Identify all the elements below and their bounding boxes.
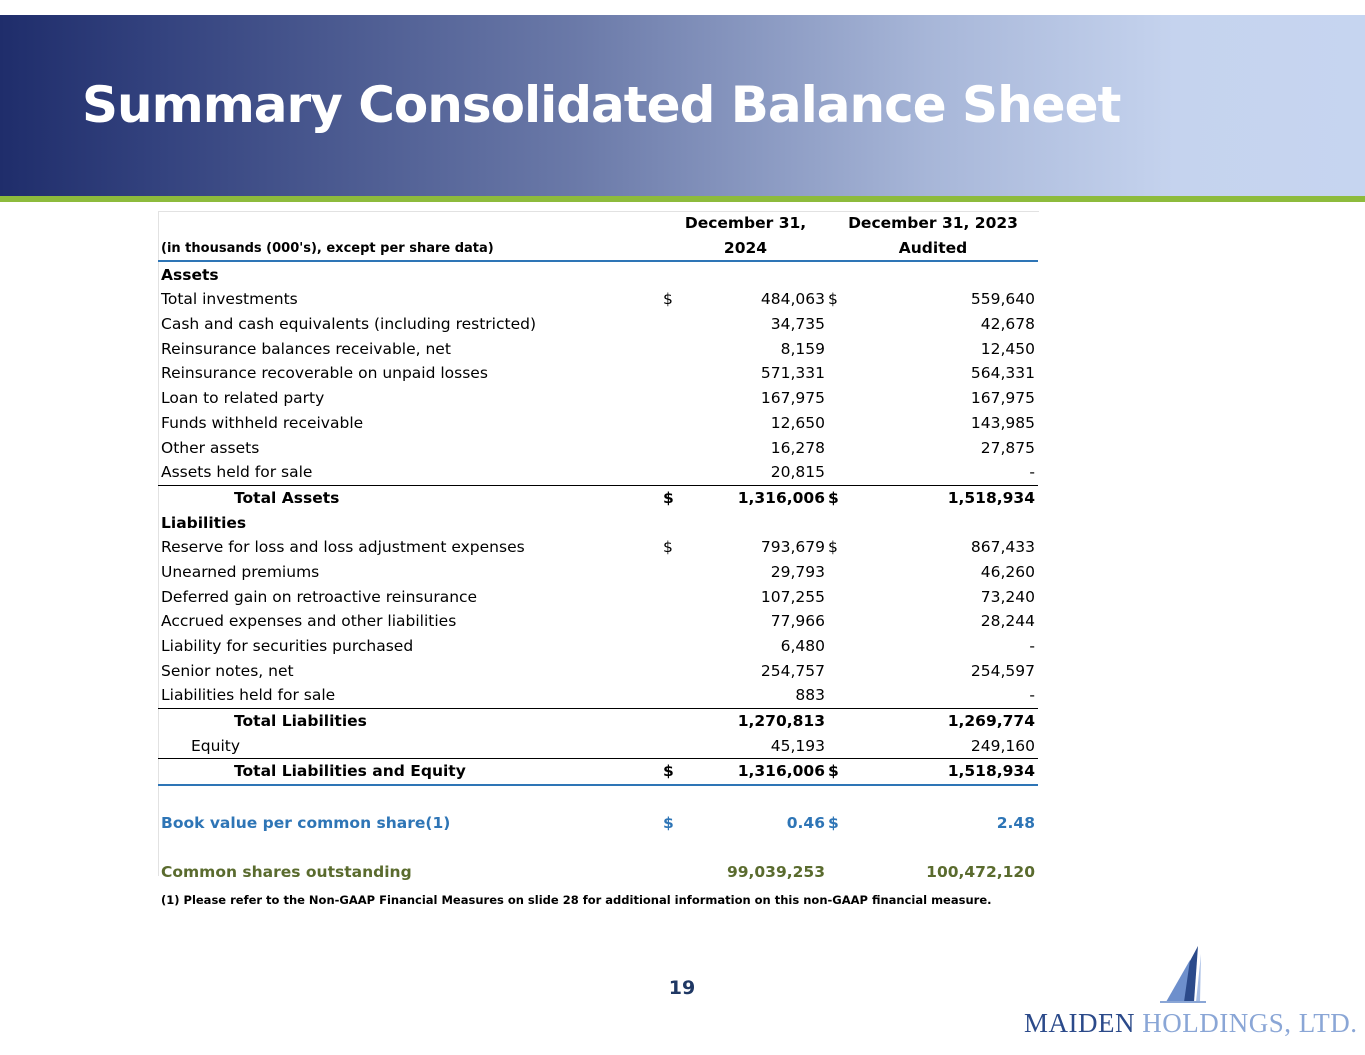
empty-cell [828, 835, 858, 860]
row-label: Reserve for loss and loss adjustment expenses [161, 538, 525, 557]
value-2023: 28,244 [980, 612, 1035, 631]
value-2023: 167,975 [970, 389, 1035, 408]
value-2024: 16,278 [770, 438, 825, 457]
value-2023: 254,597 [970, 661, 1035, 680]
value-2023: 1,269,774 [858, 708, 1038, 733]
value-2024: 99,039,253 [726, 863, 825, 882]
liability-row [158, 584, 1038, 609]
total-liabilities-row [158, 708, 1038, 733]
dollar-sign [828, 336, 858, 361]
value-2024: 45,193 [770, 736, 825, 755]
value-2023: 42,678 [980, 315, 1035, 334]
value-2023: 1,518,934 [858, 759, 1038, 785]
empty-cell [828, 785, 858, 811]
row-label: Common shares outstanding [161, 863, 412, 882]
row-label: Cash and cash equivalents (including restricted) [161, 315, 536, 334]
spacer-row [158, 785, 1038, 811]
col1-header-line2: 2024 [663, 236, 828, 262]
dollar-sign [663, 634, 693, 659]
empty-cell [828, 510, 858, 535]
value-2023: 249,160 [970, 736, 1035, 755]
value-2024: 571,331 [760, 364, 825, 383]
value-2023: 27,875 [980, 438, 1035, 457]
footnote: (1) Please refer to the Non-GAAP Financial Measures on slide 28 for additional information on this non-GAAP financial measure. [161, 893, 992, 907]
value-2024: 107,255 [760, 587, 825, 606]
dollar-sign: $ [828, 290, 838, 309]
dollar-sign: $ [663, 538, 673, 557]
header-row-2 [158, 236, 1038, 262]
value-2023: 46,260 [980, 562, 1035, 581]
assets-heading-row [158, 261, 1038, 287]
sailboat-icon [1158, 944, 1208, 1004]
dollar-sign: $ [828, 538, 838, 557]
value-2024: 77,966 [770, 612, 825, 631]
col2-header-line1: December 31, 2023 [848, 214, 1018, 233]
empty-cell [158, 785, 663, 811]
value-2024: 1,316,006 [693, 485, 828, 510]
row-label: Deferred gain on retroactive reinsurance [161, 587, 478, 606]
asset-row [158, 435, 1038, 460]
spacer-row [158, 835, 1038, 860]
value-2023: 564,331 [970, 364, 1035, 383]
liability-row [158, 634, 1038, 659]
book-value-row [158, 811, 1038, 836]
assets-heading: Assets [161, 265, 219, 284]
row-label: Equity [191, 736, 241, 755]
dollar-sign [663, 336, 693, 361]
row-label: Reinsurance recoverable on unpaid losses [161, 364, 488, 383]
dollar-sign [663, 460, 693, 485]
asset-row [158, 411, 1038, 436]
row-label: Other assets [161, 438, 260, 457]
dollar-sign: $ [828, 759, 858, 785]
dollar-sign [663, 361, 693, 386]
total-assets-row [158, 485, 1038, 510]
value-2024: 29,793 [770, 562, 825, 581]
page-title: Summary Consolidated Balance Sheet [82, 76, 1121, 134]
dollar-sign [663, 733, 693, 758]
company-logo [1020, 940, 1358, 1040]
asset-row [158, 287, 1038, 312]
shares-outstanding-row [158, 860, 1038, 885]
logo-wordmark [1024, 1008, 1358, 1039]
dollar-sign: $ [663, 290, 673, 309]
dollar-sign [828, 386, 858, 411]
equity-row [158, 733, 1038, 758]
dollar-sign [663, 560, 693, 585]
dollar-sign [828, 634, 858, 659]
empty-cell [693, 510, 828, 535]
balance-sheet-table [158, 211, 1038, 885]
dollar-sign [663, 584, 693, 609]
dollar-sign [828, 460, 858, 485]
dollar-sign: $ [663, 813, 674, 832]
page-number: 19 [668, 977, 696, 999]
dollar-sign [663, 312, 693, 337]
value-2023: 73,240 [980, 587, 1035, 606]
empty-cell [158, 835, 663, 860]
value-2024: 254,757 [760, 661, 825, 680]
dollar-sign [828, 683, 858, 708]
empty-cell [858, 835, 1038, 860]
value-2023: 559,640 [970, 290, 1035, 309]
dollar-sign [663, 411, 693, 436]
liability-row [158, 683, 1038, 708]
dollar-sign [663, 435, 693, 460]
dollar-sign [828, 411, 858, 436]
row-label: Total Assets [158, 485, 663, 510]
value-2023: 867,433 [970, 538, 1035, 557]
dollar-sign [828, 312, 858, 337]
row-label: Loan to related party [161, 389, 325, 408]
asset-row [158, 361, 1038, 386]
value-2024: 484,063 [760, 290, 825, 309]
value-2023: - [1029, 637, 1035, 656]
asset-row [158, 312, 1038, 337]
row-label: Liabilities held for sale [161, 686, 336, 705]
liability-row [158, 658, 1038, 683]
row-label: Assets held for sale [161, 463, 313, 482]
logo-word-holdings: HOLDINGS, LTD. [1142, 1008, 1358, 1038]
row-label: Total investments [161, 290, 298, 309]
value-2024: 167,975 [760, 389, 825, 408]
row-label: Funds withheld receivable [161, 413, 364, 432]
value-2024: 8,159 [780, 339, 825, 358]
dollar-sign [828, 609, 858, 634]
row-label: Unearned premiums [161, 562, 320, 581]
liability-row [158, 560, 1038, 585]
logo-word-maiden: MAIDEN [1024, 1008, 1135, 1038]
liabilities-heading: Liabilities [161, 513, 247, 532]
value-2023: - [1029, 463, 1035, 482]
value-2024: 20,815 [770, 463, 825, 482]
header-row-1 [158, 211, 1038, 236]
value-2024: 1,270,813 [693, 708, 828, 733]
value-2024: 6,480 [780, 637, 825, 656]
dollar-sign [663, 860, 693, 885]
dollar-sign [663, 683, 693, 708]
liabilities-heading-row [158, 510, 1038, 535]
value-2023: 100,472,120 [926, 863, 1035, 882]
liability-row [158, 609, 1038, 634]
dollar-sign [663, 658, 693, 683]
units-label: (in thousands (000's), except per share data) [158, 236, 663, 262]
asset-row [158, 460, 1038, 485]
dollar-sign [828, 708, 858, 733]
total-liabilities-equity-row [158, 759, 1038, 785]
row-label: Accrued expenses and other liabilities [161, 612, 457, 631]
empty-cell [858, 510, 1038, 535]
value-2024: 793,679 [760, 538, 825, 557]
value-2023: 2.48 [996, 813, 1035, 832]
dollar-sign [828, 584, 858, 609]
col2-header-line2: Audited [828, 236, 1038, 262]
value-2024: 34,735 [770, 315, 825, 334]
row-label: Liability for securities purchased [161, 637, 414, 656]
banner-accent-rule [0, 196, 1365, 202]
value-2024: 1,316,006 [693, 759, 828, 785]
value-2024: 0.46 [786, 813, 825, 832]
value-2024: 12,650 [770, 413, 825, 432]
dollar-sign [828, 860, 858, 885]
row-label: Book value per common share(1) [161, 813, 451, 832]
row-label: Total Liabilities and Equity [158, 759, 663, 785]
value-2024: 883 [795, 686, 825, 705]
empty-cell [858, 785, 1038, 811]
dollar-sign [663, 708, 693, 733]
row-label: Senior notes, net [161, 661, 294, 680]
dollar-sign: $ [663, 485, 693, 510]
value-2023: 1,518,934 [858, 485, 1038, 510]
dollar-sign [828, 733, 858, 758]
row-label: Reinsurance balances receivable, net [161, 339, 451, 358]
row-label: Total Liabilities [158, 708, 663, 733]
empty-cell [693, 785, 828, 811]
asset-row [158, 336, 1038, 361]
value-2023: - [1029, 686, 1035, 705]
value-2023: 143,985 [970, 413, 1035, 432]
dollar-sign: $ [663, 759, 693, 785]
empty-cell [663, 785, 693, 811]
dollar-sign: $ [828, 485, 858, 510]
col1-header-line1: December 31, [684, 214, 807, 233]
dollar-sign [828, 361, 858, 386]
asset-row [158, 386, 1038, 411]
empty-cell [693, 835, 828, 860]
dollar-sign [828, 560, 858, 585]
dollar-sign [663, 609, 693, 634]
dollar-sign [828, 658, 858, 683]
dollar-sign [828, 435, 858, 460]
value-2023: 12,450 [980, 339, 1035, 358]
dollar-sign: $ [828, 813, 839, 832]
liability-row [158, 535, 1038, 560]
empty-cell [663, 510, 693, 535]
dollar-sign [663, 386, 693, 411]
empty-cell [663, 835, 693, 860]
